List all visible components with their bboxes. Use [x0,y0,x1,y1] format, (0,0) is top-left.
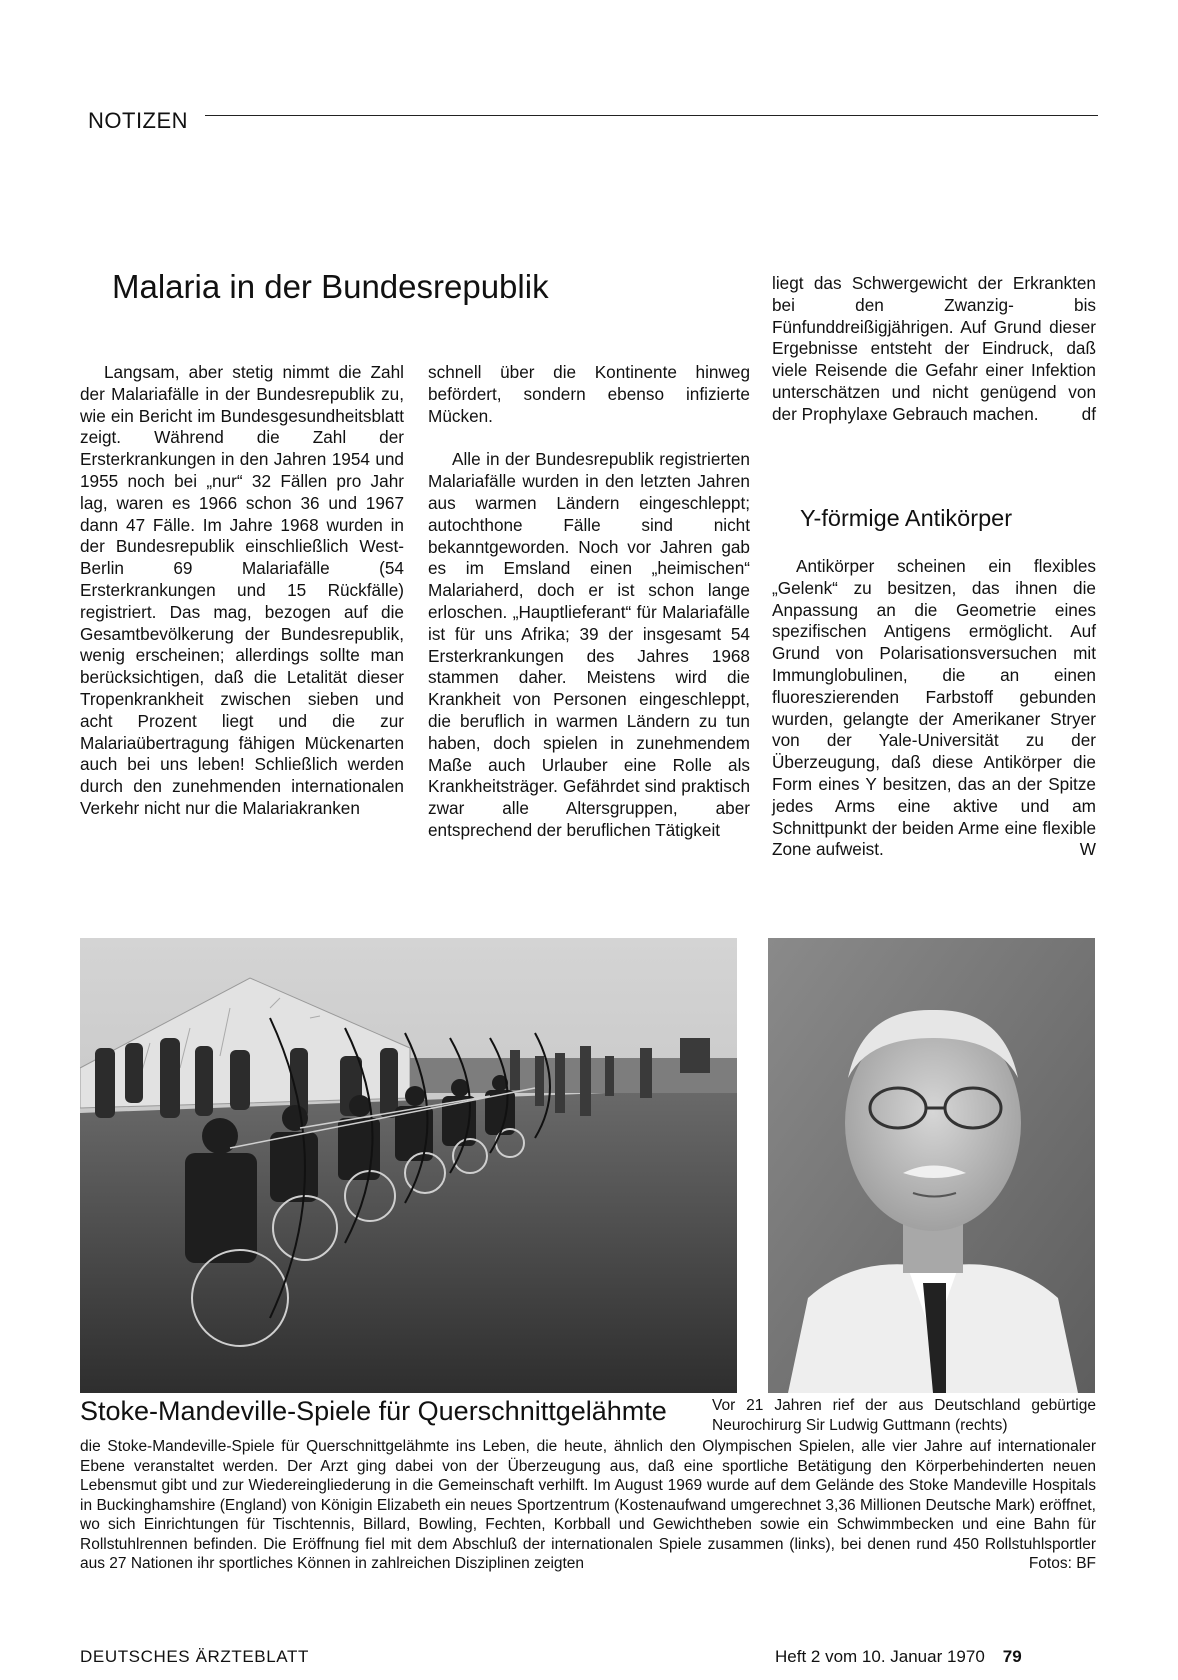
paragraph-text: liegt das Schwergewicht der Erkrankten bei den Zwanzig- bis Fünfunddreißigjährigen. Auf Grund dieser Ergebnisse entsteht der Eindruck, daß viele Reisende die Gefahr einer Infektion unterschätzen und nicht genügend von der Prophylaxe Gebrauch machen. [772,273,1096,424]
caption-text: die Stoke-Mandeville-Spiele für Querschnittgelähmte ins Leben, die heute, ähnlich den Olympischen Spielen, alle vier Jahre auf internationaler Ebene veranstaltet werden. Der Arzt ging dabei von der Überzeugung aus, daß eine sportliche Betätigung den Körperbehinderten neuen Lebensmut gibt und zur Wiedereingliederung in die Gemeinschaft verhilft. Im August 1969 wurde auf dem Gelände des Stoke Mandeville Hospitals in Buckinghamshire (England) von Königin Elizabeth ein neues Sportzentrum (Kostenaufwand umgerechnet 3,36 Millionen Deutsche Mark) eröffnet, wo sich Einrichtungen für Tischtennis, Billard, Bowling, Fechten, Korbball und Gewichtheben sowie ein Schwimmbecken und eine Bahn für Rollstuhlrennen befinden. Die Eröffnung fiel mit dem Abschluß der internationalen Spiele zusammen (links), bei denen rund 450 Rollstuhlsportler aus 27 Nationen ihr sportliches Können in zahlreichen Disziplinen zeigten [80,1438,1096,1572]
section-label: NOTIZEN [88,108,189,133]
article-column-3 [772,273,1096,426]
article-title-antikoerper: Y-förmige Antikörper [800,505,1013,531]
article-column-2 [428,362,750,842]
paragraph: Alle in der Bundesrepublik registrierten Malariafälle wurden in den letzten Jahren aus warmen Ländern eingeschleppt; autochthone Fälle sind nicht bekanntgeworden. Noch vor Jahren gab es im Emsland einen „heimischen“ Malariaherd, doch er ist schon lange erloschen. „Hauptlieferant“ für Malariafälle ist für uns Afrika; 39 der insgesamt 54 Ersterkrankungen des Jahres 1968 stammen daher. Meistens wird die Krankheit von Personen eingeschleppt, die beruflich in warmen Ländern zu tun haben, doch spielen in zunehmendem Maße auch Urlauber eine Rolle als Krankheitsträger. Gefährdet sind praktisch zwar alle Altersgruppen, aber entsprechend der beruflichen Tätigkeit [428,449,750,840]
paragraph [772,556,1096,861]
paragraph: Langsam, aber stetig nimmt die Zahl der Malariafälle in der Bundesrepublik zu, wie ein Bericht im Bundesgesundheitsblatt zeigt. Während die Zahl der Ersterkrankungen in den Jahren 1954 und 1955 noch bei „nur“ 32 Fällen pro Jahr lag, waren es 1966 schon 36 und 1967 dann 47 Fälle. Im Jahre 1968 wurden in der Bundesrepublik einschließlich West-Berlin 69 Malariafälle (54 Ersterkrankungen und 15 Rückfälle) registriert. Das mag, bezogen auf die Gesamtbevölkerung der Bundesrepublik, wenig erscheinen; allerdings sollte man berücksichtigen, daß die Letalität dieser Tropenkrankheit zwischen sieben und acht Prozent liegt und die zur Malariaübertragung fähigen Mückenarten auch bei uns leben! Schließlich werden durch den zunehmenden internationalen Verkehr nicht nur die Malariakranken [80,362,404,818]
journal-name: DEUTSCHES ÄRZTEBLATT [80,1647,309,1666]
caption-title: Stoke-Mandeville-Spiele für Querschnittgelähmte [80,1396,667,1426]
paragraph-text: Antikörper scheinen ein flexibles „Gelenk“ zu besitzen, das ihnen die Anpassung an die Geometrie eines spezifischen Antigens ermöglicht. Auf Grund von Polarisationsversuchen mit Immunglobulinen, die an einen fluoreszierenden Farbstoff gebunden wurden, gelangte der Amerikaner Stryer von der Yale-Universität zu der Überzeugung, daß diese Antikörper die Form eines Y besitzen, das an der Spitze jedes Arms eine aktive und am Schnittpunkt der beiden Arme eine flexible Zone aufweist. [772,556,1096,860]
issue-date: Heft 2 vom 10. Januar 1970 [775,1647,985,1666]
photo-credit: Fotos: BF [1028,1555,1096,1572]
page-number: 79 [1002,1647,1022,1666]
author-initials: df [1081,403,1096,424]
article-column-antikoerper [772,556,1096,861]
paragraph [772,273,1096,426]
photo-wheelchair-archery [80,938,737,1393]
author-initials: W [1079,839,1096,860]
article-column-1 [80,362,404,820]
caption-lead: Vor 21 Jahren rief der aus Deutschland gebürtige Neurochirurg Sir Ludwig Guttmann (rechts) [712,1397,1096,1434]
issue-info [775,1647,1022,1667]
article-title-malaria: Malaria in der Bundesrepublik [112,268,549,305]
photo-portrait-guttmann [768,938,1095,1393]
paragraph: schnell über die Kontinente hinweg befördert, sondern ebenso infizierte Mücken. [428,362,750,426]
header-rule [205,115,1098,116]
caption-body [80,1437,1096,1574]
